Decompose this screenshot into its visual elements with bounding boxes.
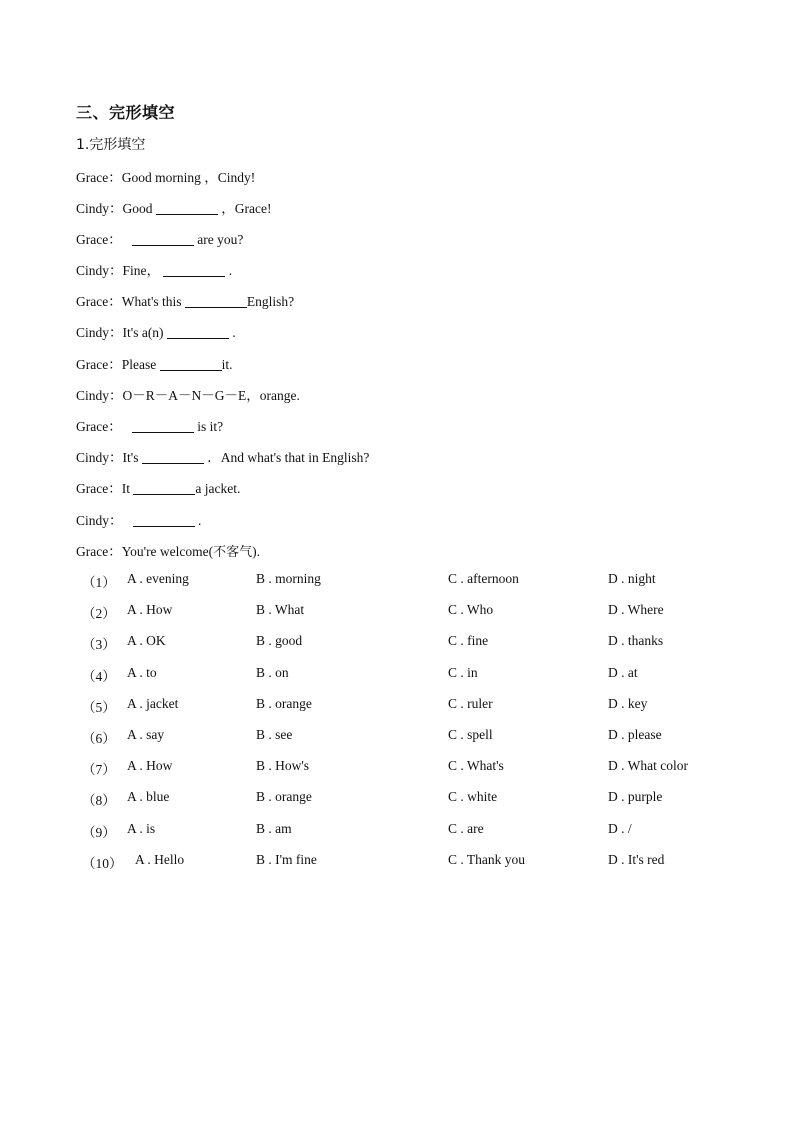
speaker: Grace： <box>76 357 122 372</box>
option-b[interactable]: B . How's <box>256 758 310 773</box>
option-d[interactable]: D . Where <box>608 602 664 617</box>
line-text: English? <box>246 294 295 309</box>
option-a[interactable]: A . jacket <box>127 696 179 711</box>
option-c[interactable]: C . afternoon <box>448 571 519 586</box>
dialogue-line-13 <box>76 540 260 560</box>
line-text: . <box>228 263 233 278</box>
line-text: ．And what's that in English? <box>207 450 370 465</box>
dialogue-line-5 <box>76 290 294 310</box>
option-row-6 <box>76 727 716 747</box>
option-d[interactable]: D . thanks <box>608 633 664 648</box>
option-row-10 <box>76 852 716 872</box>
question-number: （5） <box>82 700 116 715</box>
line-text: What's this <box>121 294 182 309</box>
line-text: Good morning ，Cindy! <box>121 170 256 185</box>
dialogue-line-1 <box>76 166 255 186</box>
line-text: ). <box>252 544 261 559</box>
line-text: It's <box>122 450 139 465</box>
dialogue-line-6 <box>76 321 236 341</box>
line-text: . <box>232 325 236 340</box>
option-a[interactable]: A . How <box>127 758 173 773</box>
option-c[interactable]: C . spell <box>448 727 493 742</box>
option-a[interactable]: A . blue <box>127 789 170 804</box>
option-b[interactable]: B . see <box>256 727 293 742</box>
blank-4[interactable] <box>185 294 247 308</box>
question-number: （9） <box>82 825 116 840</box>
option-row-9 <box>76 821 716 841</box>
option-c[interactable]: C . ruler <box>448 696 493 711</box>
option-b[interactable]: B . orange <box>256 696 312 711</box>
speaker: Cindy： <box>76 325 123 340</box>
option-c[interactable]: C . in <box>448 665 478 680</box>
option-b[interactable]: B . I'm fine <box>256 852 317 867</box>
dialogue-line-3 <box>76 228 243 248</box>
line-text: ，Grace! <box>221 201 272 216</box>
option-d[interactable]: D . purple <box>608 789 663 804</box>
option-d[interactable]: D . / <box>608 821 632 836</box>
option-row-4 <box>76 665 716 685</box>
option-d[interactable]: D . night <box>608 571 656 586</box>
question-number: （7） <box>82 762 116 777</box>
option-d[interactable]: D . key <box>608 696 648 711</box>
option-d[interactable]: D . please <box>608 727 662 742</box>
speaker: Cindy： <box>76 201 123 216</box>
line-text: O－R－A－N－G－E，orange. <box>122 388 300 403</box>
question-number: （3） <box>82 637 116 652</box>
speaker: Grace： <box>76 544 122 559</box>
line-text: It's a(n) <box>122 325 164 340</box>
question-number: （4） <box>82 669 116 684</box>
option-row-2 <box>76 602 716 622</box>
blank-6[interactable] <box>160 357 222 371</box>
line-text: are you? <box>197 232 244 247</box>
blank-5[interactable] <box>167 325 229 339</box>
question-number: （10） <box>82 856 123 871</box>
speaker: Cindy： <box>76 263 123 278</box>
blank-7[interactable] <box>132 419 194 433</box>
speaker: Grace： <box>76 481 122 496</box>
dialogue-line-12 <box>76 509 201 529</box>
dialogue-line-2 <box>76 197 271 217</box>
dialogue-line-8 <box>76 384 300 404</box>
blank-3[interactable] <box>163 263 225 277</box>
line-text: is it? <box>197 419 224 434</box>
line-text: It <box>121 481 130 496</box>
line-text: . <box>198 513 202 528</box>
option-d[interactable]: D . It's red <box>608 852 665 867</box>
option-row-5 <box>76 696 716 716</box>
dialogue-line-10 <box>76 446 369 466</box>
blank-1[interactable] <box>156 201 218 215</box>
option-a[interactable]: A . Hello <box>135 852 185 867</box>
option-b[interactable]: B . am <box>256 821 292 836</box>
option-a[interactable]: A . OK <box>127 633 166 648</box>
blank-2[interactable] <box>132 232 194 246</box>
chinese-gloss: 不客气 <box>213 545 253 560</box>
option-c[interactable]: C . fine <box>448 633 489 648</box>
option-b[interactable]: B . morning <box>256 571 321 586</box>
option-a[interactable]: A . is <box>127 821 156 836</box>
option-a[interactable]: A . to <box>127 665 157 680</box>
option-a[interactable]: A . evening <box>127 571 189 586</box>
option-d[interactable]: D . What color <box>608 758 688 773</box>
line-text: You're welcome( <box>121 544 214 559</box>
dialogue-line-9 <box>76 415 223 435</box>
speaker: Grace： <box>76 170 122 185</box>
speaker: Grace： <box>76 294 122 309</box>
question-number: （2） <box>82 606 116 621</box>
option-b[interactable]: B . orange <box>256 789 312 804</box>
question-number: （6） <box>82 731 116 746</box>
option-a[interactable]: A . say <box>127 727 165 742</box>
speaker: Grace： <box>76 419 122 434</box>
line-text: Good <box>122 201 153 216</box>
option-row-7 <box>76 758 716 778</box>
line-text: Fine， <box>122 263 161 278</box>
dialogue-line-7 <box>76 353 233 373</box>
section-title: 三、完形填空 <box>76 103 176 122</box>
line-text: it. <box>221 357 233 372</box>
option-b[interactable]: B . What <box>256 602 305 617</box>
option-d[interactable]: D . at <box>608 665 638 680</box>
option-c[interactable]: C . What's <box>448 758 504 773</box>
option-c[interactable]: C . are <box>448 821 484 836</box>
option-row-3 <box>76 633 716 653</box>
blank-10[interactable] <box>133 513 195 527</box>
dialogue-line-11 <box>76 477 240 497</box>
blank-9[interactable] <box>133 481 195 495</box>
blank-8[interactable] <box>142 450 204 464</box>
option-row-1 <box>76 571 716 591</box>
option-c[interactable]: C . white <box>448 789 498 804</box>
line-text: Please <box>121 357 157 372</box>
question-number: （1） <box>82 575 116 590</box>
option-b[interactable]: B . on <box>256 665 289 680</box>
dialogue-line-4 <box>76 259 232 279</box>
speaker: Cindy： <box>76 513 123 528</box>
speaker: Grace： <box>76 232 122 247</box>
line-text: a jacket. <box>195 481 241 496</box>
speaker: Cindy： <box>76 450 123 465</box>
option-row-8 <box>76 789 716 809</box>
option-c[interactable]: C . Thank you <box>448 852 525 867</box>
option-b[interactable]: B . good <box>256 633 303 648</box>
speaker: Cindy： <box>76 388 123 403</box>
question-title: 1.完形填空 <box>76 137 146 153</box>
question-number: （8） <box>82 793 116 808</box>
option-c[interactable]: C . Who <box>448 602 494 617</box>
option-a[interactable]: A . How <box>127 602 173 617</box>
